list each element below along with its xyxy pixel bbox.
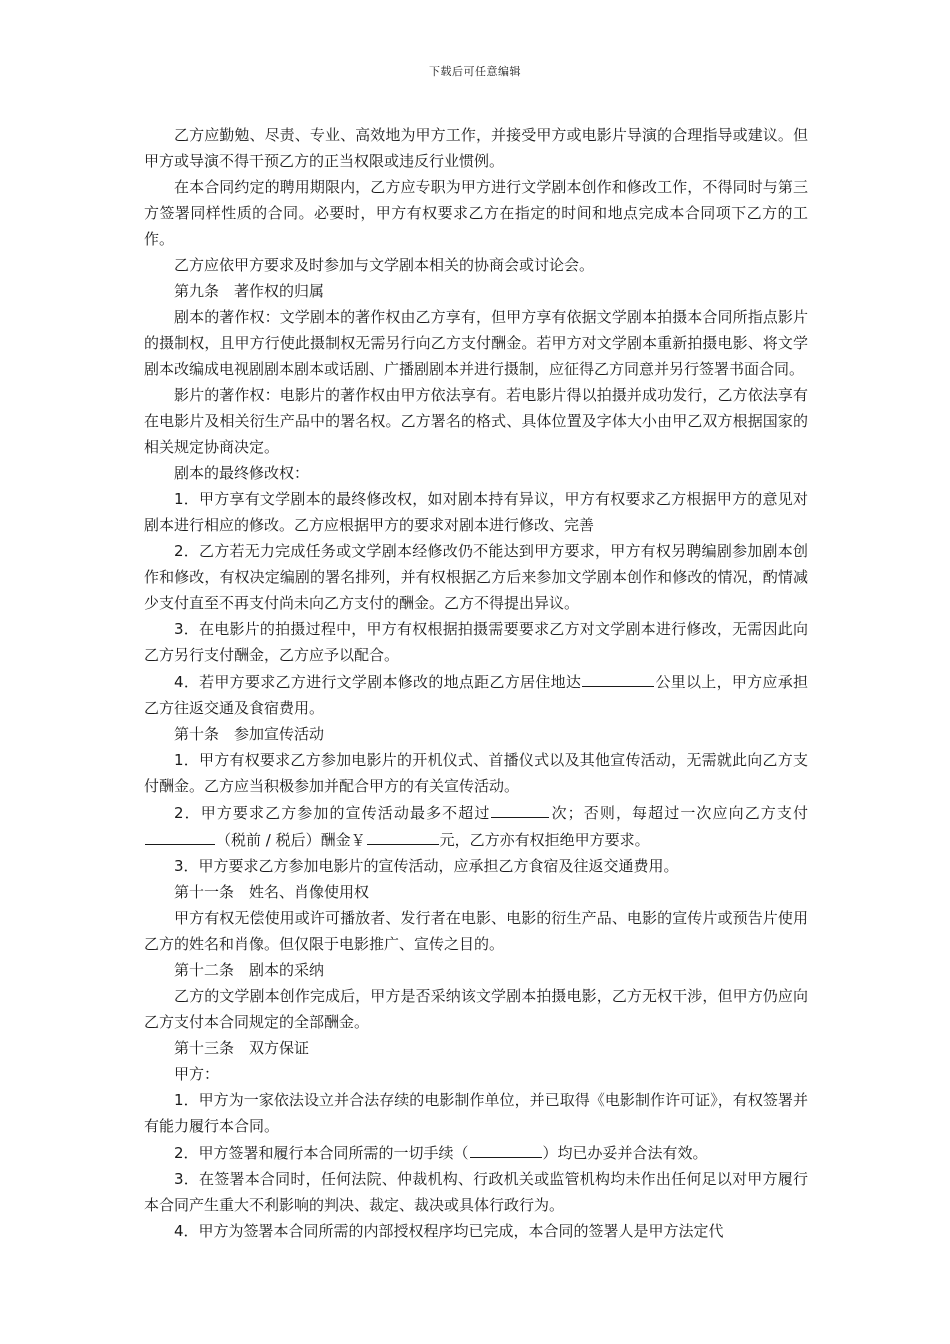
article-9-heading: 第九条 著作权的归属 [174,282,325,300]
paragraph-edit-item-2: 2．乙方若无力完成任务或文学剧本经修改仍不能达到甲方要求，甲方有权另聘编剧参加剧本创作和修改，有权决定编剧的署名排列，并有权根据乙方后来参加文学剧本创作和修改的情况，酌情减少支付直至不再支付尚未向乙方支付的酬金。乙方不得提出异议。 [144,542,808,612]
article-12-heading: 第十二条 剧本的采纳 [174,961,325,979]
document-body [144,122,808,1244]
paragraph-party-a-label: 甲方： [174,1065,220,1083]
paragraph-edit-item-1: 1．甲方享有文学剧本的最终修改权，如对剧本持有异议，甲方有权要求乙方根据甲方的意见对剧本进行相应的修改。乙方应根据甲方的要求对剧本进行修改、完善 [144,490,808,534]
amount-blank[interactable] [367,826,439,845]
procedures-blank[interactable] [470,1139,542,1158]
text-segment: 次；否则，每超过一次应向乙方支付 [550,804,808,822]
text-segment: 元，乙方亦有权拒绝甲方要求。 [439,831,650,849]
article-10-heading: 第十条 参加宣传活动 [174,725,325,743]
paragraph-warranty-item-2 [144,1139,808,1166]
paragraph-exclusive: 在本合同约定的聘用期限内，乙方应专职为甲方进行文学剧本创作和修改工作，不得同时与第三方签署同样性质的合同。必要时，甲方有权要求乙方在指定的时间和地点完成本合同项下乙方的工作。 [144,178,808,248]
paragraph-film-copyright: 影片的著作权：电影片的著作权由甲方依法享有。若电影片得以拍摄并成功发行，乙方依法享有在电影片及相关衍生产品中的署名权。乙方署名的格式、具体位置及字体大小由甲乙双方根据国家的相关规定协商决定。 [144,386,808,456]
paragraph-name-portrait: 甲方有权无偿使用或许可播放者、发行者在电影、电影的衍生产品、电影的宣传片或预告片使用乙方的姓名和肖像。但仅限于电影推广、宣传之目的。 [144,909,808,953]
paragraph-script-copyright: 剧本的著作权：文学剧本的著作权由乙方享有，但甲方享有依据文学剧本拍摄本合同所指点影片的摄制权，且甲方行使此摄制权无需另行向乙方支付酬金。若甲方对文学剧本重新拍摄电影、将文学剧本改编成电视剧剧本剧本或话剧、广播剧剧本并进行摄制，应征得乙方同意并另行签署书面合同。 [144,308,808,378]
paragraph-warranty-item-3: 3．在签署本合同时，任何法院、仲裁机构、行政机关或监管机构均未作出任何足以对甲方履行本合同产生重大不利影响的判决、裁定、裁决或具体行政行为。 [144,1170,808,1214]
distance-blank[interactable] [582,668,654,687]
paragraph-promo-item-2 [144,799,808,853]
times-blank[interactable] [491,799,549,818]
text-segment: 2．甲方签署和履行本合同所需的一切手续（ [174,1144,469,1162]
paragraph-adoption: 乙方的文学剧本创作完成后，甲方是否采纳该文学剧本拍摄电影，乙方无权干涉，但甲方仍应向乙方支付本合同规定的全部酬金。 [144,987,808,1031]
paragraph-meetings: 乙方应依甲方要求及时参加与文学剧本相关的协商会或讨论会。 [174,256,595,274]
article-11-heading: 第十一条 姓名、肖像使用权 [174,883,370,901]
text-segment: 2．甲方要求乙方参加的宣传活动最多不超过 [174,804,491,822]
paragraph-warranty-item-4: 4．甲方为签署本合同所需的内部授权程序均已完成，本合同的签署人是甲方法定代 [174,1222,724,1240]
paragraph-promo-item-3: 3．甲方要求乙方参加电影片的宣传活动，应承担乙方食宿及往返交通费用。 [174,857,679,875]
page-header: 下载后可任意编辑 [429,65,521,78]
paragraph-final-edit-heading: 剧本的最终修改权： [174,464,310,482]
paragraph-warranty-item-1: 1．甲方为一家依法设立并合法存续的电影制作单位，并已取得《电影制作许可证》，有权签署并有能力履行本合同。 [144,1091,808,1135]
payment-blank[interactable] [145,826,215,845]
text-segment: 公里以上，甲方应承担乙方往返交通及食宿费用。 [144,673,808,717]
article-13-heading: 第十三条 双方保证 [174,1039,310,1057]
text-segment: （税前 / 税后）酬金￥ [216,831,366,849]
text-segment: ）均已办妥并合法有效。 [542,1144,708,1162]
paragraph-edit-item-4 [144,668,808,721]
paragraph-edit-item-3: 3．在电影片的拍摄过程中，甲方有权根据拍摄需要要求乙方对文学剧本进行修改，无需因此向乙方另行支付酬金，乙方应予以配合。 [144,620,808,664]
paragraph-promo-item-1: 1．甲方有权要求乙方参加电影片的开机仪式、首播仪式以及其他宣传活动，无需就此向乙方支付酬金。乙方应当积极参加并配合甲方的有关宣传活动。 [144,751,808,795]
paragraph-duty: 乙方应勤勉、尽责、专业、高效地为甲方工作，并接受甲方或电影片导演的合理指导或建议。但甲方或导演不得干预乙方的正当权限或违反行业惯例。 [144,126,808,170]
text-segment: 4．若甲方要求乙方进行文学剧本修改的地点距乙方居住地达 [174,673,582,691]
